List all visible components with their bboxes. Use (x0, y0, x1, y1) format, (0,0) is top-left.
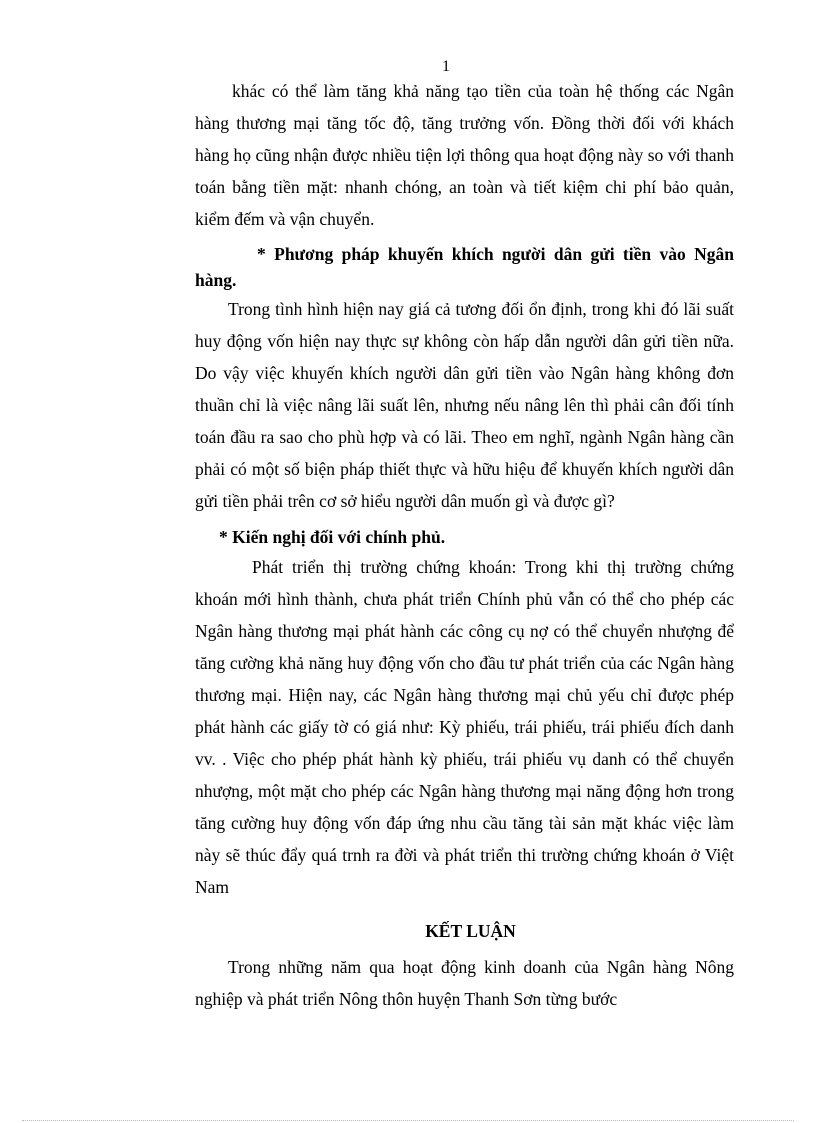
paragraph-deposit-continuation: khác có thể làm tăng khả năng tạo tiền của toàn hệ thống các Ngân hàng thương mại tăng tốc độ, tăng trưởng vốn. Đồng thời đối với khách hàng họ cũng nhận được nhiều tiện lợi thông qua hoạt động này so với thanh toán bằng tiền mặt: nhanh chóng, an toàn và tiết kiệm chi phí bảo quản, kiểm đếm và vận chuyển. (195, 81, 734, 229)
paragraph-securities-market: Phát triển thị trường chứng khoán: Trong khi thị trường chứng khoán mới hình thành, chưa phát triển Chính phủ vẫn có thể cho phép các Ngân hàng thương mại phát hành các công cụ nợ có thể chuyển nhượng để tăng cường khả năng huy động vốn cho đầu tư phát triển của các Ngân hàng thương mại. Hiện nay, các Ngân hàng thương mại chủ yếu chỉ được phép phát hành các giấy tờ có giá như: Kỳ phiếu, trái phiếu, trái phiếu đích danh vv. . Việc cho phép phát hành kỳ phiếu, trái phiếu vụ danh có thể chuyển nhượng, một mặt cho phép các Ngân hàng thương mại năng động hơn trong tăng cường huy động vốn đáp ứng nhu cầu tăng tài sản mặt khác việc làm này sẽ thúc đẩy quá trnh ra đời và phát triển thi trường chứng khoán ở Việt Nam (195, 557, 734, 897)
page-bottom-divider (22, 1120, 794, 1121)
paragraph-conclusion: Trong những năm qua hoạt động kinh doanh của Ngân hàng Nông nghiệp và phát triển Nông thôn huyện Thanh Sơn từng bước (195, 957, 734, 1009)
page-number: 1 (442, 58, 450, 75)
paragraph-deposit-methods: Trong tình hình hiện nay giá cả tương đối ổn định, trong khi đó lãi suất huy động vốn hiện nay thực sự không còn hấp dẫn người dân gửi tiền nữa. Do vậy việc khuyến khích người dân gửi tiền vào Ngân hàng không đơn thuần chỉ là việc nâng lãi suất lên, nhưng nếu nâng lên thì phải cân đối tính toán đầu ra sao cho phù hợp và có lãi. Theo em nghĩ, ngành Ngân hàng cần phải có một số biện pháp thiết thực và hữu hiệu để khuyến khích người dân gửi tiền phải trên cơ sở hiểu người dân muốn gì và được gì? (195, 299, 734, 511)
section-heading-government-recommendations: * Kiến nghị đối với chính phủ. (219, 527, 446, 547)
conclusion-title: KẾT LUẬN (425, 921, 516, 941)
section-heading-deposit-methods: * Phương pháp khuyến khích người dân gửi tiền vào Ngân hàng. (195, 244, 734, 290)
document-body (195, 75, 734, 1015)
